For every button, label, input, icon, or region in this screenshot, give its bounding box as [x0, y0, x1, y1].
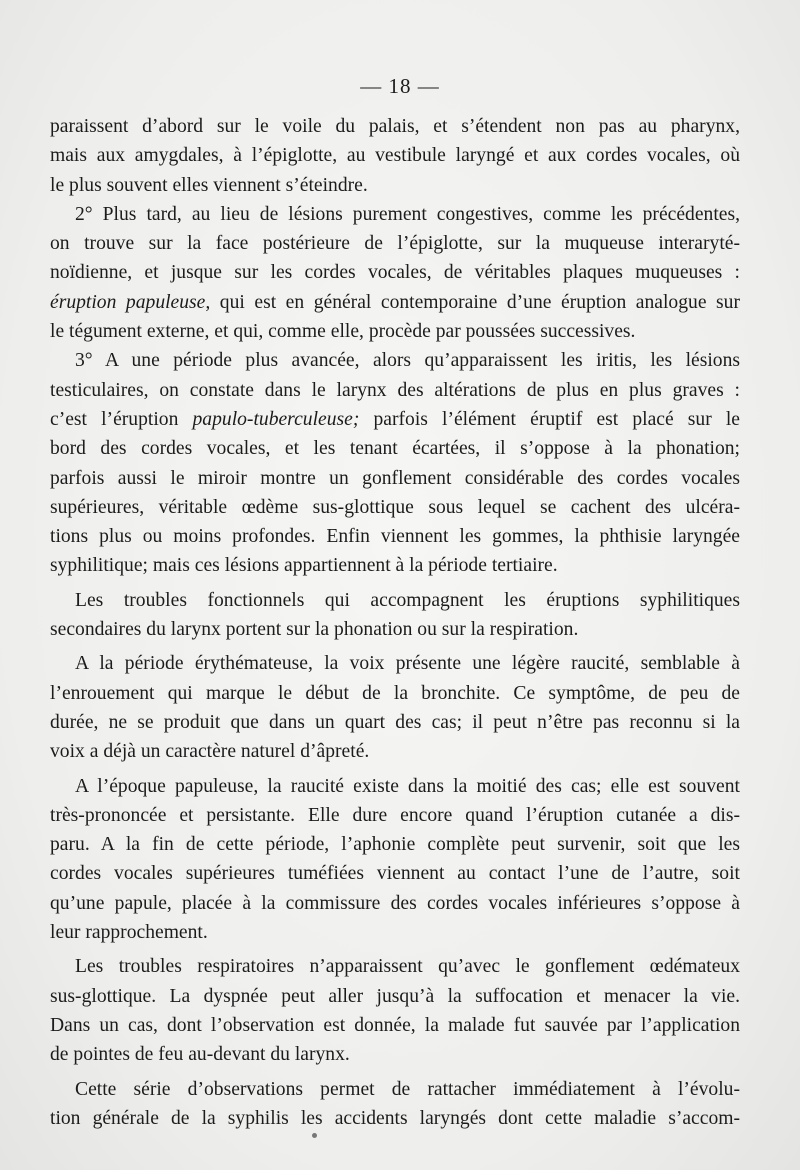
- text-line: A la période érythémateuse, la voix présente une légère raucité, semblable à: [75, 653, 740, 675]
- text-line: sus-glottique. La dyspnée peut aller jusqu’à la suffocation et menacer la vie.: [50, 985, 740, 1007]
- text-line: testiculaires, on constate dans le larynx des altérations de plus en plus graves :: [50, 379, 740, 401]
- text-line: très-prononcée et persistante. Elle dure encore quand l’éruption cutanée a dis-: [50, 804, 740, 826]
- text-line: c’est l’éruption papulo-tuberculeuse; parfois l’élément éruptif est placé sur le: [50, 408, 740, 430]
- text-line: Les troubles fonctionnels qui accompagnent les éruptions syphilitiques: [75, 589, 740, 611]
- text-line: noïdienne, et jusque sur les cordes vocales, de véritables plaques muqueuses :: [50, 262, 740, 284]
- italic-term: éruption papuleuse,: [50, 291, 211, 313]
- text-line: leur rapprochement.: [50, 922, 208, 944]
- text-line: qu’une papule, placée à la commissure des cordes vocales inférieures s’oppose à: [50, 892, 740, 914]
- text-line: parfois aussi le miroir montre un gonflement considérable des cordes vocales: [50, 467, 740, 489]
- text-line: Les troubles respiratoires n’apparaissent qu’avec le gonflement œdémateux: [75, 956, 740, 978]
- text-line: 3° A une période plus avancée, alors qu’apparaissent les iritis, les lésions: [75, 350, 740, 372]
- text-line: secondaires du larynx portent sur la phonation ou sur la respiration.: [50, 619, 579, 641]
- text-line: syphilitique; mais ces lésions appartiennent à la période tertiaire.: [50, 555, 558, 577]
- italic-term: papulo-tuberculeuse;: [192, 408, 360, 430]
- text-line: paraissent d’abord sur le voile du palais, et s’étendent non pas au pharynx,: [50, 116, 740, 137]
- text-line: supérieures, véritable œdème sus-glottique sous lequel se cachent des ulcéra-: [50, 496, 740, 518]
- text-line: cordes vocales supérieures tuméfiées viennent au contact l’une de l’autre, soit: [50, 863, 740, 885]
- text-line: Cette série d’observations permet de rattacher immédiatement à l’évolu-: [75, 1078, 740, 1100]
- text-line: le plus souvent elles viennent s’éteindre.: [50, 174, 368, 196]
- text-line: durée, ne se produit que dans un quart des cas; il peut n’être pas reconnu si la: [50, 711, 740, 733]
- text-line: de pointes de feu au-devant du larynx.: [50, 1044, 350, 1066]
- ink-speck: [312, 1133, 317, 1138]
- text-line: mais aux amygdales, à l’épiglotte, au vestibule laryngé et aux cordes vocales, où: [50, 145, 740, 167]
- text-line: tion générale de la syphilis les accidents laryngés dont cette maladie s’accom-: [50, 1107, 740, 1129]
- page-number: — 18 —: [360, 74, 440, 98]
- text-line: paru. A la fin de cette période, l’aphonie complète peut survenir, soit que les: [50, 834, 740, 856]
- text-line: le tégument externe, et qui, comme elle, procède par poussées successives.: [50, 321, 636, 343]
- text-line: 2° Plus tard, au lieu de lésions purement congestives, comme les précédentes,: [75, 203, 740, 225]
- text-line: l’enrouement qui marque le début de la bronchite. Ce symptôme, de peu de: [50, 682, 740, 704]
- body-text: [50, 112, 740, 1133]
- text-line: bord des cordes vocales, et les tenant écartées, il s’oppose à la phonation;: [50, 438, 740, 460]
- text-line: on trouve sur la face postérieure de l’épiglotte, sur la muqueuse interaryté-: [50, 233, 740, 255]
- text-line: Dans un cas, dont l’observation est donnée, la malade fut sauvée par l’application: [50, 1014, 740, 1036]
- text-line: A l’époque papuleuse, la raucité existe dans la moitié des cas; elle est souvent: [75, 775, 740, 797]
- text-line: éruption papuleuse, qui est en général contemporaine d’une éruption analogue sur: [50, 291, 740, 313]
- text-line: tions plus ou moins profondes. Enfin viennent les gommes, la phthisie laryngée: [50, 526, 740, 548]
- text-line: voix a déjà un caractère naturel d’âpreté.: [50, 741, 370, 763]
